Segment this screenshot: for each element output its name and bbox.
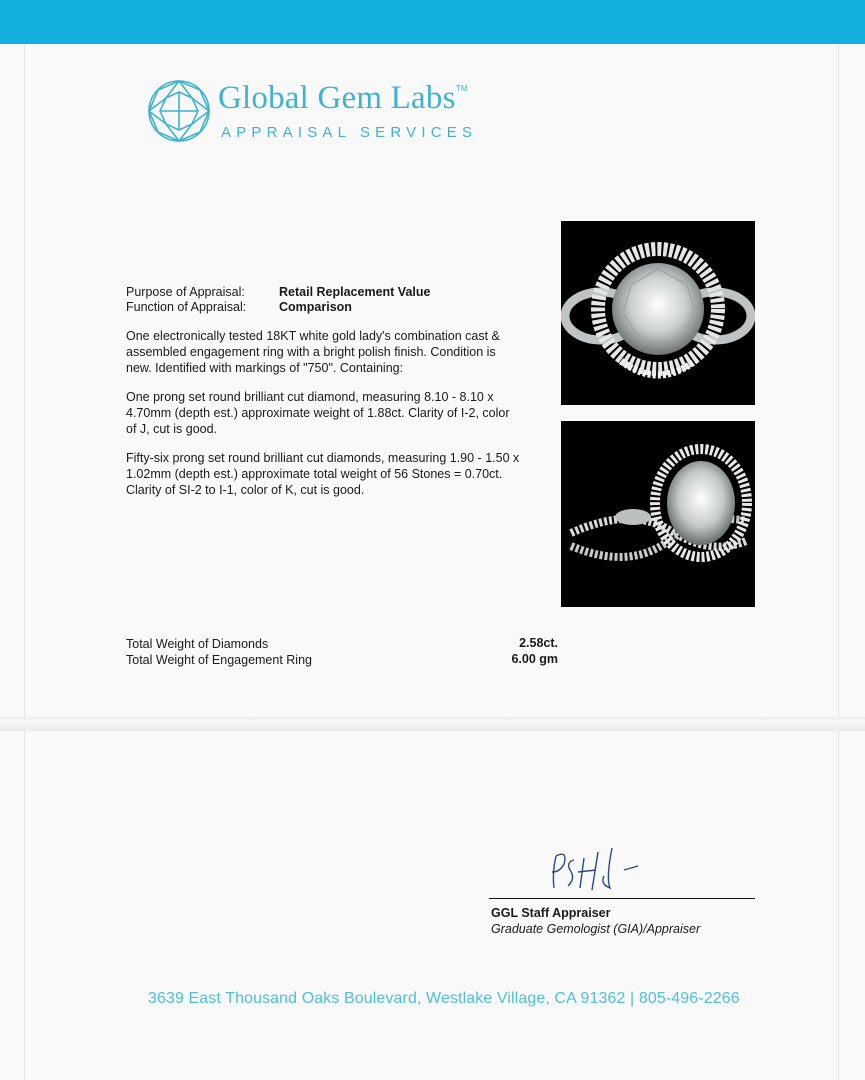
total-ring-label: Total Weight of Engagement Ring — [126, 653, 312, 667]
purpose-label: Purpose of Appraisal: — [126, 285, 245, 299]
total-ring-value: 6.00 gm — [511, 652, 558, 666]
ring-front-image — [561, 221, 755, 405]
function-label: Function of Appraisal: — [126, 300, 247, 314]
side-stones-description: Fifty-six prong set round brilliant cut diamonds, measuring 1.90 - 1.50 x 1.02mm (depth est.) approximate total weight of 56 Stones = 0.70ct. Clarity of SI-2 to I-1, color of K, cut is good. — [126, 451, 520, 497]
diamond-gem-icon — [146, 78, 212, 144]
total-diamonds-label: Total Weight of Diamonds — [126, 637, 269, 651]
function-value: Comparison — [279, 300, 352, 314]
brand-trademark: TM — [456, 84, 468, 93]
brand-logo — [146, 78, 476, 150]
ring-photo-front — [561, 221, 755, 405]
paper-edge-right — [838, 44, 839, 1080]
brand-name: Global Gem Labs — [218, 80, 456, 116]
purpose-value: Retail Replacement Value — [279, 285, 431, 299]
ring-description: One electronically tested 18KT white gold lady's combination cast & assembled engagement ring with a bright polish finish. Condition is new. Identified with markings of "750". Containing: — [126, 329, 500, 375]
paper-fold-line — [0, 717, 865, 731]
appraiser-title: GGL Staff Appraiser — [491, 906, 611, 920]
footer-address: 3639 East Thousand Oaks Boulevard, Westlake Village, CA 91362 | 805-496-2266 — [148, 990, 740, 1007]
top-accent-band — [0, 0, 865, 44]
signature-line — [489, 898, 755, 899]
appraiser-role: Graduate Gemologist (GIA)/Appraiser — [491, 922, 701, 936]
total-diamonds-value: 2.58ct. — [519, 636, 558, 650]
ring-photo-side — [561, 421, 755, 607]
paper-edge-left — [24, 44, 25, 1080]
center-stone-description: One prong set round brilliant cut diamond, measuring 8.10 - 8.10 x 4.70mm (depth est.) approximate weight of 1.88ct. Clarity of I-2, color of J, cut is good. — [126, 390, 510, 436]
appraiser-signature — [540, 838, 650, 898]
brand-subtitle: APPRAISAL SERVICES — [221, 124, 478, 141]
ring-side-image — [561, 421, 755, 607]
